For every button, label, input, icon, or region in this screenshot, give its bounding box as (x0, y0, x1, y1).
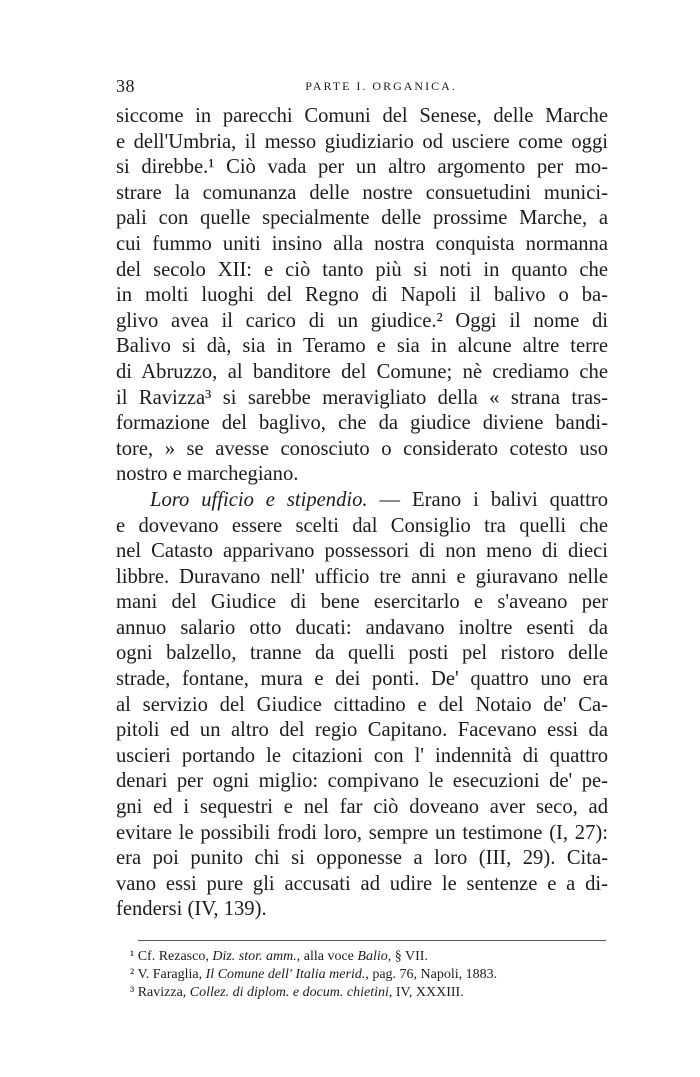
text-line: strade, fontane, mura e dei ponti. De' quattro uno era (116, 668, 608, 691)
page-header (116, 76, 606, 102)
footnote-text: , alla voce (296, 949, 358, 964)
text-line: tore, » se avesse conosciuto o considerato cotesto uso (116, 437, 608, 460)
text-line: al servizio del Giudice cittadino e del Notaio de' Ca- (116, 693, 608, 716)
text-line: strare la comunanza delle nostre consuetudini munici- (116, 181, 608, 204)
body-text (116, 104, 608, 923)
page-number: 38 (116, 76, 135, 96)
text-line: mani del Giudice di bene esercitarlo e s'aveano per (116, 591, 608, 614)
text-line: pitoli ed un altro del regio Capitano. Facevano essi da (116, 719, 608, 742)
text-line: uscieri portando le citazioni con l' indennità di quattro (116, 744, 608, 767)
footnote-mark: ¹ (130, 949, 135, 964)
footnote-mark: ³ (130, 985, 135, 1000)
footnote-text: Cf. Rezasco, (137, 949, 213, 964)
footnote-text: , IV, XXXIII. (388, 985, 464, 1000)
text-line: siccome in parecchi Comuni del Senese, delle Marche (116, 105, 608, 127)
text-line: e dovevano essere scelti dal Consiglio tra quelli che (116, 514, 608, 537)
footnote-title: Collez. di diplom. e docum. chietini (189, 985, 389, 1000)
footnote-title: Balio (357, 949, 388, 964)
footnote-text: Ravizza, (137, 985, 190, 1000)
footnote-title: Il Comune dell' Italia merid. (205, 967, 366, 982)
section-first-line (116, 488, 608, 514)
text-line: in molti luoghi del Regno di Napoli il balivo o ba- (116, 284, 608, 307)
text-line: annuo salario otto ducati: andavano inoltre esenti da (116, 616, 608, 639)
text-line: ogni balzello, tranne da quelli posti pel ristoro delle (116, 642, 608, 665)
text-line: gni ed i sequestri e nel far ciò doveano aver seco, ad (116, 796, 608, 819)
footnote-text: , § VII. (387, 949, 428, 964)
footnote-text: , pag. 76, Napoli, 1883. (365, 967, 498, 982)
text-line: libbre. Duravano nell' ufficio tre anni e giuravano nelle (116, 565, 608, 588)
text-line: nostro e marchegiano. (116, 463, 299, 486)
footnote-mark: ² (130, 967, 135, 982)
section-heading: Loro ufficio e stipendio. (150, 488, 368, 511)
footnote (116, 948, 606, 966)
text-line: pali con quelle specialmente delle prossime Marche, a (116, 207, 608, 230)
text-line: cui fummo uniti insino alla nostra conquista normanna (116, 232, 608, 255)
text-line: si direbbe.¹ Ciò vada per un altro argomento per mo- (116, 156, 608, 179)
text-line: il Ravizza³ si sarebbe meravigliato della « strana tras- (116, 386, 608, 409)
text-line: e dell'Umbria, il messo giudiziario od usciere come oggi (116, 130, 608, 153)
text-line: fendersi (IV, 139). (116, 898, 267, 921)
text-line: di Abruzzo, al banditore del Comune; nè crediamo che (116, 360, 608, 383)
footnote-text: V. Faraglia, (137, 967, 206, 982)
text-line: glivo avea il carico di un giudice.² Oggi il nome di (116, 309, 608, 332)
text-line: denari per ogni miglio: compivano le esecuzioni de' pe- (116, 770, 608, 793)
running-title: PARTE I. ORGANICA. (305, 79, 457, 93)
footnote (116, 966, 606, 984)
section-first-line-text: — Erano i balivi quattro (379, 488, 608, 511)
text-line: del secolo XII: e ciò tanto più si noti in quanto che (116, 258, 608, 281)
text-line: vano essi pure gli accusati ad udire le sentenze e a di- (116, 872, 608, 895)
text-line: formazione del baglivo, che da giudice diviene bandi- (116, 412, 608, 435)
footnote-title: Diz. stor. amm. (212, 949, 297, 964)
footnote (116, 984, 606, 1002)
footnote-divider (138, 940, 606, 941)
text-line: era poi punito chi si opponesse a loro (III, 29). Cita- (116, 847, 608, 870)
text-line: evitare le possibili frodi loro, sempre un testimone (I, 27): (116, 821, 608, 844)
text-line: nel Catasto apparivano possessori di non meno di dieci (116, 540, 608, 563)
text-line: Balivo si dà, sia in Teramo e sia in alcune altre terre (116, 335, 608, 358)
footnotes (116, 948, 606, 1002)
